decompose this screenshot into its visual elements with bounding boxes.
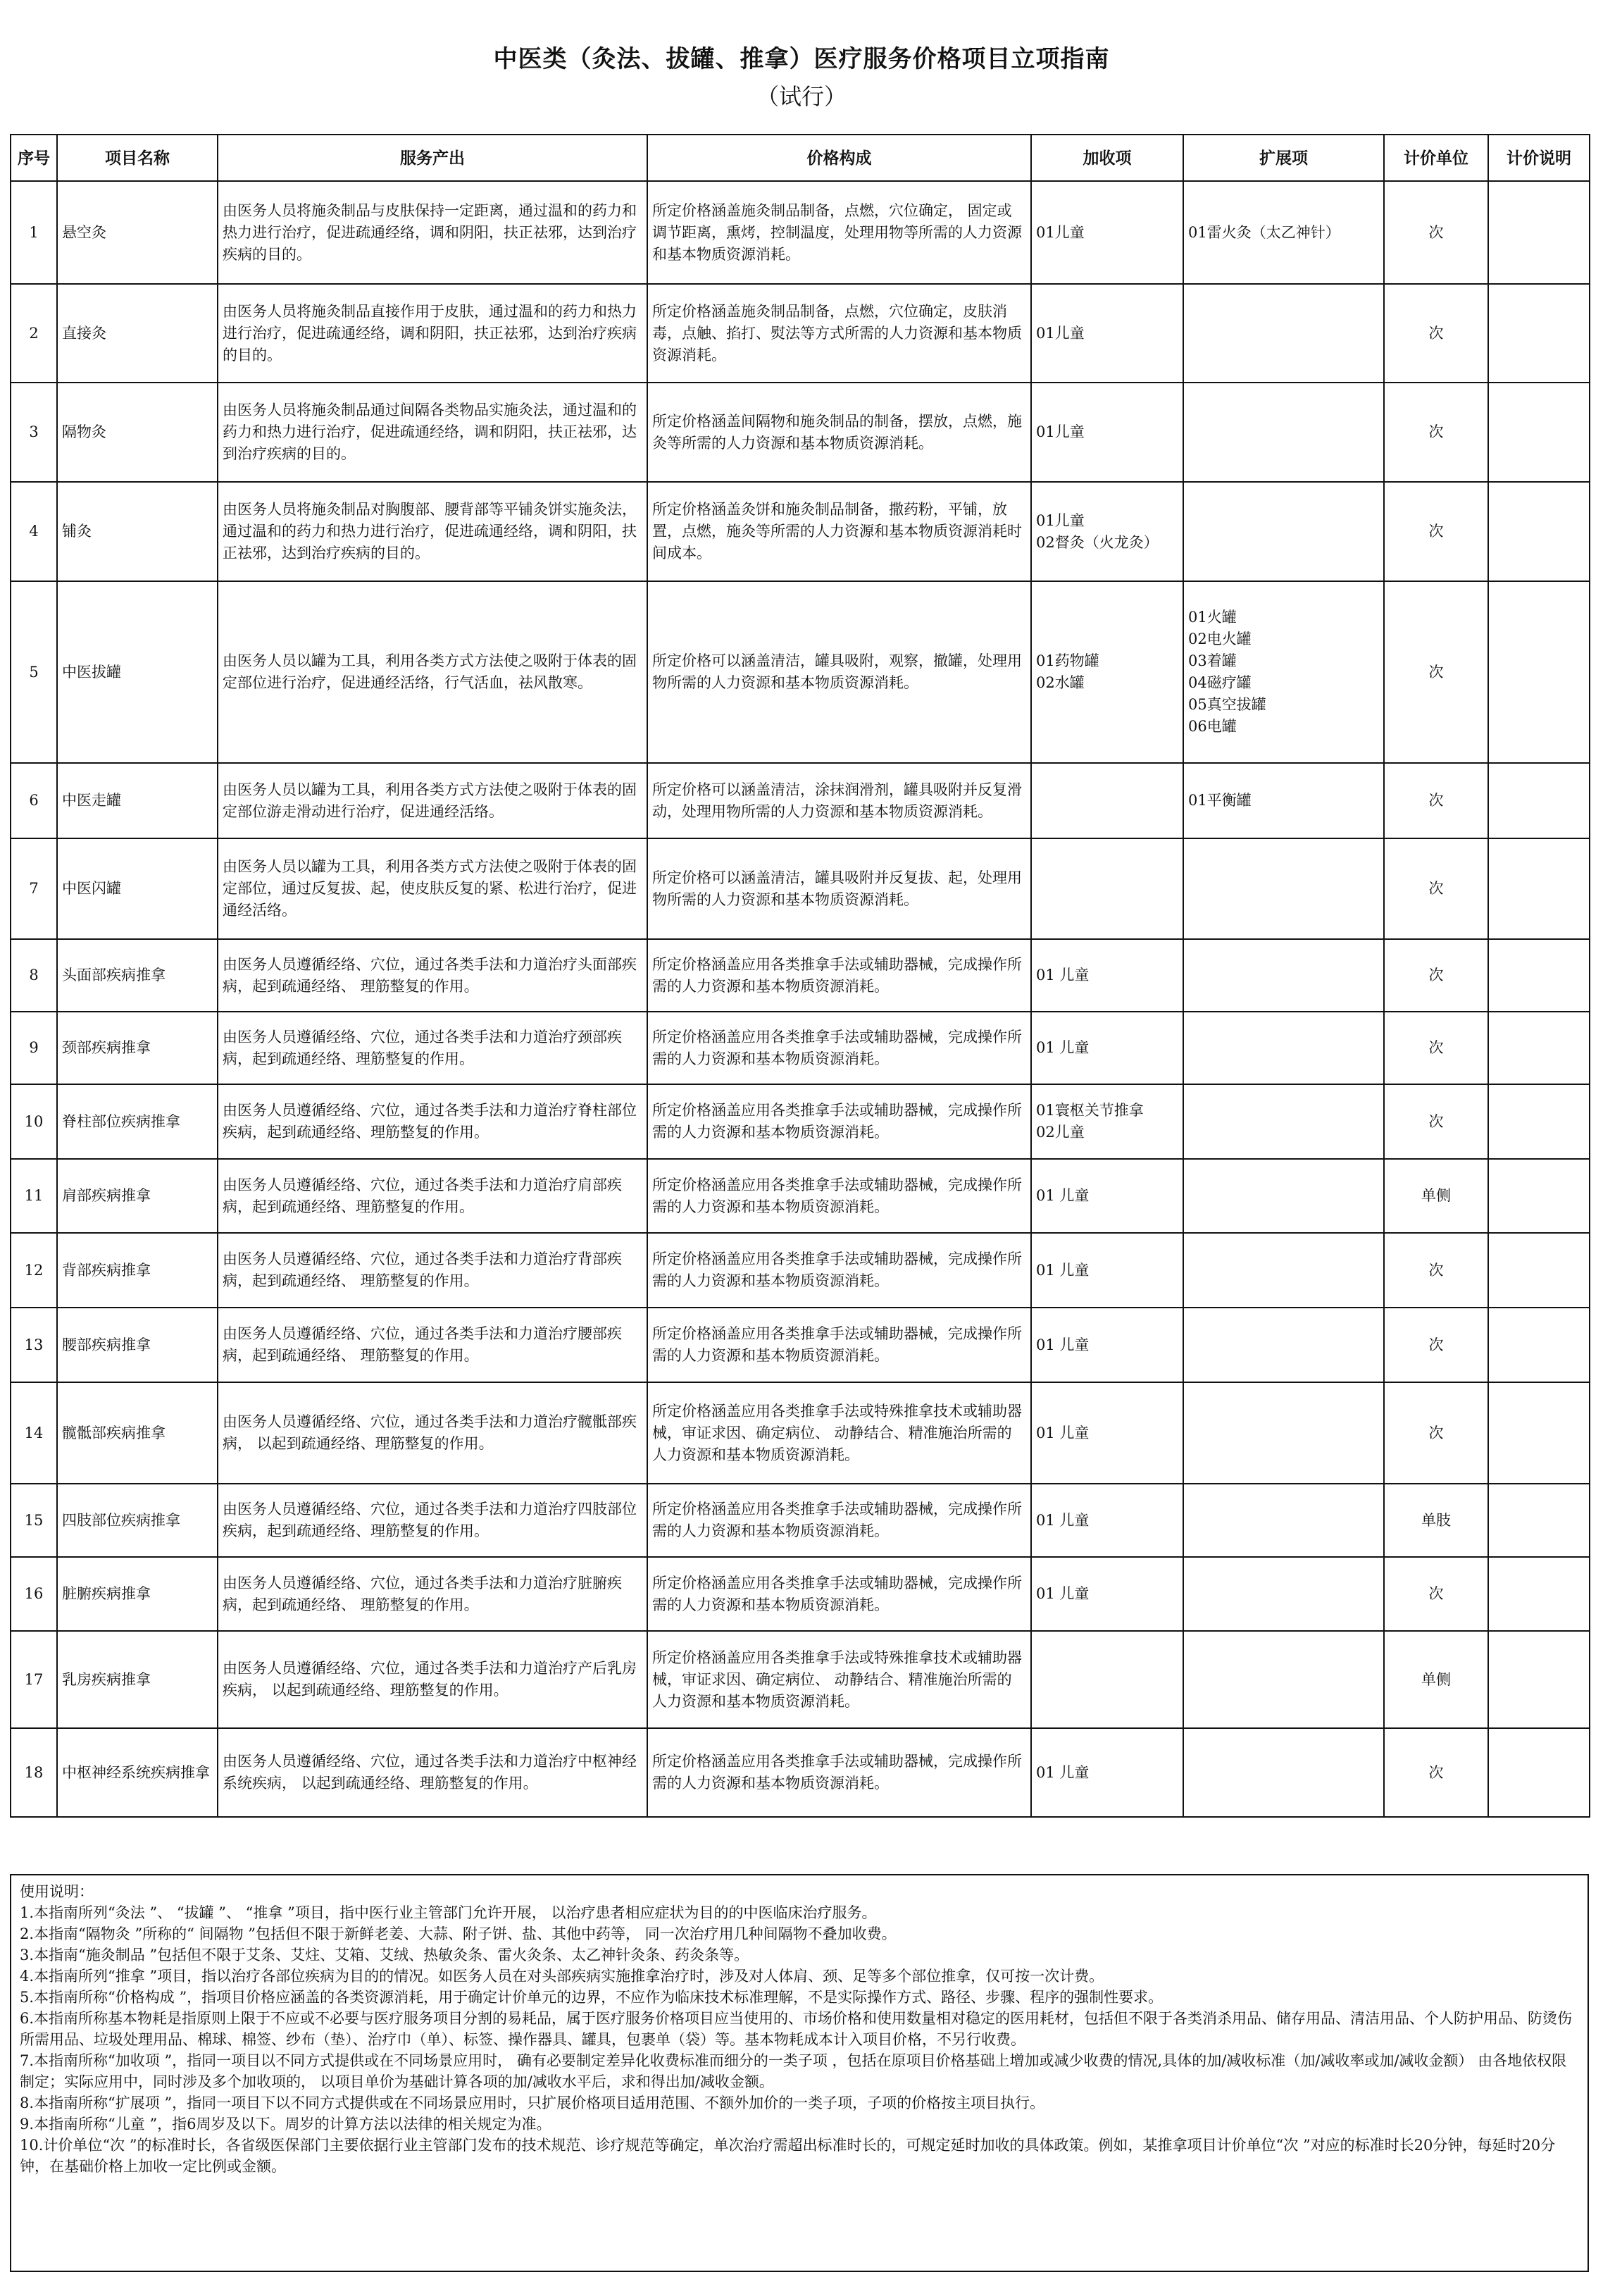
extension-cell (1183, 1084, 1384, 1159)
item-name-cell: 中医拔罐 (57, 581, 218, 763)
price-composition-cell: 所定价格涵盖施灸制品制备，点燃，穴位确定， 固定或调节距离，熏烤，控制温度，处理用物等所需的人力资源和基本物质资源消耗。 (647, 181, 1031, 284)
price-composition-cell: 所定价格涵盖应用各类推拿手法或特殊推拿技术或辅助器械，审证求因、确定病位、 动静结合、精准施治所需的人力资源和基本物质资源消耗。 (647, 1631, 1031, 1728)
pricing-note-cell (1488, 763, 1590, 838)
table-row (11, 838, 1590, 939)
table-row (11, 763, 1590, 838)
serial-cell: 1 (11, 181, 57, 284)
pricing-unit-cell: 次 (1384, 581, 1488, 763)
pricing-unit-cell: 单肢 (1384, 1484, 1488, 1557)
serial-cell: 6 (11, 763, 57, 838)
table-row (11, 1728, 1590, 1817)
service-output-cell: 由医务人员将施灸制品对胸腹部、腰背部等平铺灸饼实施灸法，通过温和的药力和热力进行治疗，促进疏通经络，调和阴阳，扶正祛邪，达到治疗疾病的目的。 (218, 482, 647, 581)
surcharge-cell (1031, 838, 1183, 939)
serial-cell: 14 (11, 1382, 57, 1484)
item-name-cell: 中医闪罐 (57, 838, 218, 939)
table-row (11, 939, 1590, 1012)
header-cell: 价格构成 (647, 135, 1031, 181)
item-name-cell: 中枢神经系统疾病推拿 (57, 1728, 218, 1817)
service-output-cell: 由医务人员遵循经络、穴位，通过各类手法和力道治疗髋骶部疾病， 以起到疏通经络、理筋整复的作用。 (218, 1382, 647, 1484)
surcharge-cell: 01药物罐 02水罐 (1031, 581, 1183, 763)
serial-cell: 10 (11, 1084, 57, 1159)
extension-cell (1183, 1159, 1384, 1233)
header-cell: 计价单位 (1384, 135, 1488, 181)
pricing-unit-cell: 次 (1384, 939, 1488, 1012)
service-output-cell: 由医务人员遵循经络、穴位，通过各类手法和力道治疗头面部疾病，起到疏通经络、 理筋整复的作用。 (218, 939, 647, 1012)
surcharge-cell: 01 儿童 (1031, 1728, 1183, 1817)
pricing-note-cell (1488, 284, 1590, 383)
notes-heading: 使用说明： (20, 1883, 94, 1900)
pricing-unit-cell: 次 (1384, 284, 1488, 383)
table-row (11, 1233, 1590, 1308)
pricing-unit-cell: 次 (1384, 1557, 1488, 1631)
pricing-unit-cell: 次 (1384, 1012, 1488, 1084)
extension-cell (1183, 1382, 1384, 1484)
extension-cell (1183, 838, 1384, 939)
item-name-cell: 脏腑疾病推拿 (57, 1557, 218, 1631)
header-cell: 序号 (11, 135, 57, 181)
pricing-note-cell (1488, 1012, 1590, 1084)
price-composition-cell: 所定价格可以涵盖清洁，罐具吸附，观察，撤罐，处理用物所需的人力资源和基本物质资源消耗。 (647, 581, 1031, 763)
extension-cell (1183, 383, 1384, 482)
price-composition-cell: 所定价格涵盖应用各类推拿手法或辅助器械，完成操作所需的人力资源和基本物质资源消耗。 (647, 1159, 1031, 1233)
price-composition-cell: 所定价格涵盖应用各类推拿手法或辅助器械，完成操作所需的人力资源和基本物质资源消耗。 (647, 1233, 1031, 1308)
price-composition-cell: 所定价格涵盖应用各类推拿手法或辅助器械，完成操作所需的人力资源和基本物质资源消耗。 (647, 1084, 1031, 1159)
extension-cell (1183, 482, 1384, 581)
table-row (11, 181, 1590, 284)
extension-cell: 01雷火灸（太乙神针） (1183, 181, 1384, 284)
note-item: 8.本指南所称“扩展项 ”，指同一项目下以不同方式提供或在不同场景应用时，只扩展价格项目适用范围、不额外加价的一类子项，子项的价格按主项目执行。 (20, 2095, 1045, 2111)
extension-cell (1183, 1233, 1384, 1308)
header-cell: 服务产出 (218, 135, 647, 181)
header-cell: 项目名称 (57, 135, 218, 181)
surcharge-cell (1031, 763, 1183, 838)
surcharge-cell: 01 儿童 (1031, 939, 1183, 1012)
pricing-note-cell (1488, 1084, 1590, 1159)
pricing-note-cell (1488, 383, 1590, 482)
surcharge-cell: 01 儿童 (1031, 1382, 1183, 1484)
service-output-cell: 由医务人员将施灸制品与皮肤保持一定距离，通过温和的药力和热力进行治疗，促进疏通经络，调和阴阳，扶正祛邪，达到治疗疾病的目的。 (218, 181, 647, 284)
serial-cell: 5 (11, 581, 57, 763)
serial-cell: 15 (11, 1484, 57, 1557)
price-composition-cell: 所定价格涵盖施灸制品制备，点燃，穴位确定，皮肤消毒，点触、掐打、熨法等方式所需的人力资源和基本物质资源消耗。 (647, 284, 1031, 383)
item-name-cell: 乳房疾病推拿 (57, 1631, 218, 1728)
pricing-unit-cell: 次 (1384, 1382, 1488, 1484)
table-row (11, 1308, 1590, 1382)
price-composition-cell: 所定价格涵盖应用各类推拿手法或辅助器械，完成操作所需的人力资源和基本物质资源消耗。 (647, 1557, 1031, 1631)
pricing-note-cell (1488, 1382, 1590, 1484)
pricing-unit-cell: 次 (1384, 1728, 1488, 1817)
service-output-cell: 由医务人员遵循经络、穴位，通过各类手法和力道治疗产后乳房疾病， 以起到疏通经络、理筋整复的作用。 (218, 1631, 647, 1728)
note-item: 4.本指南所列“推拿 ”项目，指以治疗各部位疾病为目的的情况。如医务人员在对头部疾病实施推拿治疗时，涉及对人体肩、颈、足等多个部位推拿，仅可按一次计费。 (20, 1968, 1104, 1985)
serial-cell: 8 (11, 939, 57, 1012)
pricing-unit-cell: 次 (1384, 383, 1488, 482)
surcharge-cell: 01 儿童 (1031, 1484, 1183, 1557)
pricing-note-cell (1488, 1728, 1590, 1817)
serial-cell: 7 (11, 838, 57, 939)
table-row (11, 482, 1590, 581)
note-item: 6.本指南所称基本物耗是指原则上限于不应或不必要与医疗服务项目分割的易耗品，属于医疗服务价格项目应当使用的、市场价格和使用数量相对稳定的医用耗材，包括但不限于各类消杀用品、储存用品、清洁用品、个人防护用品、防烫伤所需用品、垃圾处理用品、棉球、棉签、纱布（垫）、治疗巾（单）、标签、操作器具、罐具，包裹单（袋）等。基本物耗成本计入项目价格，不另行收费。 (20, 2010, 1573, 2048)
serial-cell: 4 (11, 482, 57, 581)
item-name-cell: 头面部疾病推拿 (57, 939, 218, 1012)
note-item: 10.计价单位“次 ”的标准时长，各省级医保部门主要依据行业主管部门发布的技术规范、诊疗规范等确定，单次治疗需超出标准时长的，可规定延时加收的具体政策。例如，某推拿项目计价单位“次 ”对应的标准时长20分钟，每延时20分钟，在基础价格上加收一定比例或金额。 (20, 2137, 1556, 2175)
price-items-table (10, 134, 1590, 1818)
extension-cell (1183, 939, 1384, 1012)
pricing-note-cell (1488, 1233, 1590, 1308)
service-output-cell: 由医务人员遵循经络、穴位，通过各类手法和力道治疗背部疾病，起到疏通经络、 理筋整复的作用。 (218, 1233, 647, 1308)
price-composition-cell: 所定价格涵盖灸饼和施灸制品制备，撒药粉，平铺，放置，点燃，施灸等所需的人力资源和基本物质资源消耗时间成本。 (647, 482, 1031, 581)
extension-cell (1183, 1012, 1384, 1084)
item-name-cell: 颈部疾病推拿 (57, 1012, 218, 1084)
pricing-unit-cell: 单侧 (1384, 1631, 1488, 1728)
price-composition-cell: 所定价格涵盖应用各类推拿手法或特殊推拿技术或辅助器械，审证求因、确定病位、 动静结合、精准施治所需的人力资源和基本物质资源消耗。 (647, 1382, 1031, 1484)
surcharge-cell: 01儿童 (1031, 383, 1183, 482)
pricing-note-cell (1488, 581, 1590, 763)
extension-cell (1183, 1557, 1384, 1631)
usage-notes (10, 1874, 1589, 2272)
document-subtitle: （试行） (756, 83, 847, 110)
note-item: 5.本指南所称“价格构成 ”，指项目价格应涵盖的各类资源消耗，用于确定计价单元的边界，不应作为临床技术标准理解，不是实际操作方式、路径、步骤、程序的强制性要求。 (20, 1989, 1164, 2006)
item-name-cell: 四肢部位疾病推拿 (57, 1484, 218, 1557)
table-row (11, 284, 1590, 383)
surcharge-cell: 01儿童 02督灸（火龙灸） (1031, 482, 1183, 581)
surcharge-cell: 01儿童 (1031, 181, 1183, 284)
serial-cell: 13 (11, 1308, 57, 1382)
item-name-cell: 铺灸 (57, 482, 218, 581)
item-name-cell: 隔物灸 (57, 383, 218, 482)
surcharge-cell: 01 儿童 (1031, 1012, 1183, 1084)
service-output-cell: 由医务人员遵循经络、穴位，通过各类手法和力道治疗脊柱部位疾病，起到疏通经络、理筋整复的作用。 (218, 1084, 647, 1159)
pricing-note-cell (1488, 1631, 1590, 1728)
surcharge-cell: 01寰枢关节推拿 02儿童 (1031, 1084, 1183, 1159)
surcharge-cell: 01 儿童 (1031, 1308, 1183, 1382)
item-name-cell: 直接灸 (57, 284, 218, 383)
table-row (11, 1084, 1590, 1159)
pricing-note-cell (1488, 1159, 1590, 1233)
service-output-cell: 由医务人员遵循经络、穴位，通过各类手法和力道治疗肩部疾病，起到疏通经络、理筋整复的作用。 (218, 1159, 647, 1233)
surcharge-cell: 01 儿童 (1031, 1233, 1183, 1308)
price-composition-cell: 所定价格可以涵盖清洁，涂抹润滑剂，罐具吸附并反复滑动，处理用物所需的人力资源和基本物质资源消耗。 (647, 763, 1031, 838)
header-cell: 扩展项 (1183, 135, 1384, 181)
table-row (11, 1159, 1590, 1233)
item-name-cell: 髋骶部疾病推拿 (57, 1382, 218, 1484)
table-row (11, 383, 1590, 482)
pricing-note-cell (1488, 482, 1590, 581)
pricing-unit-cell: 单侧 (1384, 1159, 1488, 1233)
price-composition-cell: 所定价格涵盖应用各类推拿手法或辅助器械，完成操作所需的人力资源和基本物质资源消耗。 (647, 1484, 1031, 1557)
pricing-note-cell (1488, 939, 1590, 1012)
pricing-unit-cell: 次 (1384, 1308, 1488, 1382)
service-output-cell: 由医务人员遵循经络、穴位，通过各类手法和力道治疗脏腑疾病，起到疏通经络、 理筋整复的作用。 (218, 1557, 647, 1631)
pricing-unit-cell: 次 (1384, 181, 1488, 284)
note-item: 1.本指南所列“灸法 ”、 “拔罐 ”、 “推拿 ”项目，指中医行业主管部门允许开展， 以治疗患者相应症状为目的的中医临床治疗服务。 (20, 1904, 877, 1921)
extension-cell (1183, 284, 1384, 383)
extension-cell (1183, 1484, 1384, 1557)
note-item: 3.本指南“施灸制品 ”包括但不限于艾条、艾炷、艾箱、艾绒、热敏灸条、雷火灸条、太乙神针灸条、药灸条等。 (20, 1947, 749, 1963)
table-header-row (11, 135, 1590, 181)
price-composition-cell: 所定价格可以涵盖清洁，罐具吸附并反复拔、起，处理用物所需的人力资源和基本物质资源消耗。 (647, 838, 1031, 939)
pricing-unit-cell: 次 (1384, 763, 1488, 838)
pricing-note-cell (1488, 1308, 1590, 1382)
serial-cell: 18 (11, 1728, 57, 1817)
serial-cell: 11 (11, 1159, 57, 1233)
serial-cell: 9 (11, 1012, 57, 1084)
surcharge-cell: 01儿童 (1031, 284, 1183, 383)
header-cell: 加收项 (1031, 135, 1183, 181)
service-output-cell: 由医务人员遵循经络、穴位，通过各类手法和力道治疗腰部疾病，起到疏通经络、 理筋整复的作用。 (218, 1308, 647, 1382)
serial-cell: 3 (11, 383, 57, 482)
service-output-cell: 由医务人员以罐为工具，利用各类方式方法使之吸附于体表的固定部位进行治疗，促进通经活络，行气活血，祛风散寒。 (218, 581, 647, 763)
price-composition-cell: 所定价格涵盖应用各类推拿手法或辅助器械，完成操作所需的人力资源和基本物质资源消耗。 (647, 939, 1031, 1012)
surcharge-cell: 01 儿童 (1031, 1159, 1183, 1233)
service-output-cell: 由医务人员将施灸制品通过间隔各类物品实施灸法，通过温和的药力和热力进行治疗，促进疏通经络，调和阴阳，扶正祛邪，达到治疗疾病的目的。 (218, 383, 647, 482)
service-output-cell: 由医务人员以罐为工具，利用各类方式方法使之吸附于体表的固定部位游走滑动进行治疗，促进通经活络。 (218, 763, 647, 838)
extension-cell: 01平衡罐 (1183, 763, 1384, 838)
item-name-cell: 脊柱部位疾病推拿 (57, 1084, 218, 1159)
serial-cell: 16 (11, 1557, 57, 1631)
note-item: 2.本指南“隔物灸 ”所称的“ 间隔物 ”包括但不限于新鲜老姜、大蒜、附子饼、盐、其他中药等， 同一次治疗用几种间隔物不叠加收费。 (20, 1925, 897, 1942)
extension-cell (1183, 1308, 1384, 1382)
price-composition-cell: 所定价格涵盖应用各类推拿手法或辅助器械，完成操作所需的人力资源和基本物质资源消耗。 (647, 1012, 1031, 1084)
item-name-cell: 悬空灸 (57, 181, 218, 284)
document-title: 中医类（灸法、拔罐、推拿）医疗服务价格项目立项指南 (493, 45, 1110, 73)
service-output-cell: 由医务人员遵循经络、穴位，通过各类手法和力道治疗中枢神经系统疾病， 以起到疏通经络、理筋整复的作用。 (218, 1728, 647, 1817)
item-name-cell: 腰部疾病推拿 (57, 1308, 218, 1382)
item-name-cell: 中医走罐 (57, 763, 218, 838)
item-name-cell: 背部疾病推拿 (57, 1233, 218, 1308)
pricing-unit-cell: 次 (1384, 1084, 1488, 1159)
serial-cell: 17 (11, 1631, 57, 1728)
table-row (11, 1382, 1590, 1484)
table-row (11, 581, 1590, 763)
table-row (11, 1012, 1590, 1084)
extension-cell (1183, 1728, 1384, 1817)
pricing-note-cell (1488, 838, 1590, 939)
pricing-unit-cell: 次 (1384, 482, 1488, 581)
surcharge-cell: 01 儿童 (1031, 1557, 1183, 1631)
service-output-cell: 由医务人员遵循经络、穴位，通过各类手法和力道治疗颈部疾病，起到疏通经络、理筋整复的作用。 (218, 1012, 647, 1084)
serial-cell: 2 (11, 284, 57, 383)
table-row (11, 1631, 1590, 1728)
price-composition-cell: 所定价格涵盖间隔物和施灸制品的制备，摆放，点燃，施灸等所需的人力资源和基本物质资源消耗。 (647, 383, 1031, 482)
header-cell: 计价说明 (1488, 135, 1590, 181)
pricing-unit-cell: 次 (1384, 838, 1488, 939)
extension-cell: 01火罐 02电火罐 03着罐 04磁疗罐 05真空拔罐 06电罐 (1183, 581, 1384, 763)
note-item: 9.本指南所称“儿童 ”，指6周岁及以下。周岁的计算方法以法律的相关规定为准。 (20, 2116, 551, 2133)
service-output-cell: 由医务人员以罐为工具，利用各类方式方法使之吸附于体表的固定部位，通过反复拔、起，使皮肤反复的紧、松进行治疗，促进通经活络。 (218, 838, 647, 939)
item-name-cell: 肩部疾病推拿 (57, 1159, 218, 1233)
pricing-note-cell (1488, 1484, 1590, 1557)
table-row (11, 1484, 1590, 1557)
price-composition-cell: 所定价格涵盖应用各类推拿手法或辅助器械，完成操作所需的人力资源和基本物质资源消耗。 (647, 1728, 1031, 1817)
surcharge-cell (1031, 1631, 1183, 1728)
extension-cell (1183, 1631, 1384, 1728)
note-item: 7.本指南所称“加收项 ”，指同一项目以不同方式提供或在不同场景应用时， 确有必要制定差异化收费标准而细分的一类子项 ，包括在原项目价格基础上增加或减少收费的情况,具体的加/减收标准（加/减收率或加/减收金额） 由各地依权限制定；实际应用中，同时涉及多个加收项的， 以项目单价为基础计算各项的加/减收水平后，求和得出加/减收金额。 (20, 2052, 1567, 2090)
service-output-cell: 由医务人员遵循经络、穴位，通过各类手法和力道治疗四肢部位疾病，起到疏通经络、理筋整复的作用。 (218, 1484, 647, 1557)
pricing-note-cell (1488, 181, 1590, 284)
price-composition-cell: 所定价格涵盖应用各类推拿手法或辅助器械，完成操作所需的人力资源和基本物质资源消耗。 (647, 1308, 1031, 1382)
service-output-cell: 由医务人员将施灸制品直接作用于皮肤，通过温和的药力和热力进行治疗，促进疏通经络，调和阴阳，扶正祛邪，达到治疗疾病的目的。 (218, 284, 647, 383)
pricing-unit-cell: 次 (1384, 1233, 1488, 1308)
table-row (11, 1557, 1590, 1631)
serial-cell: 12 (11, 1233, 57, 1308)
pricing-note-cell (1488, 1557, 1590, 1631)
